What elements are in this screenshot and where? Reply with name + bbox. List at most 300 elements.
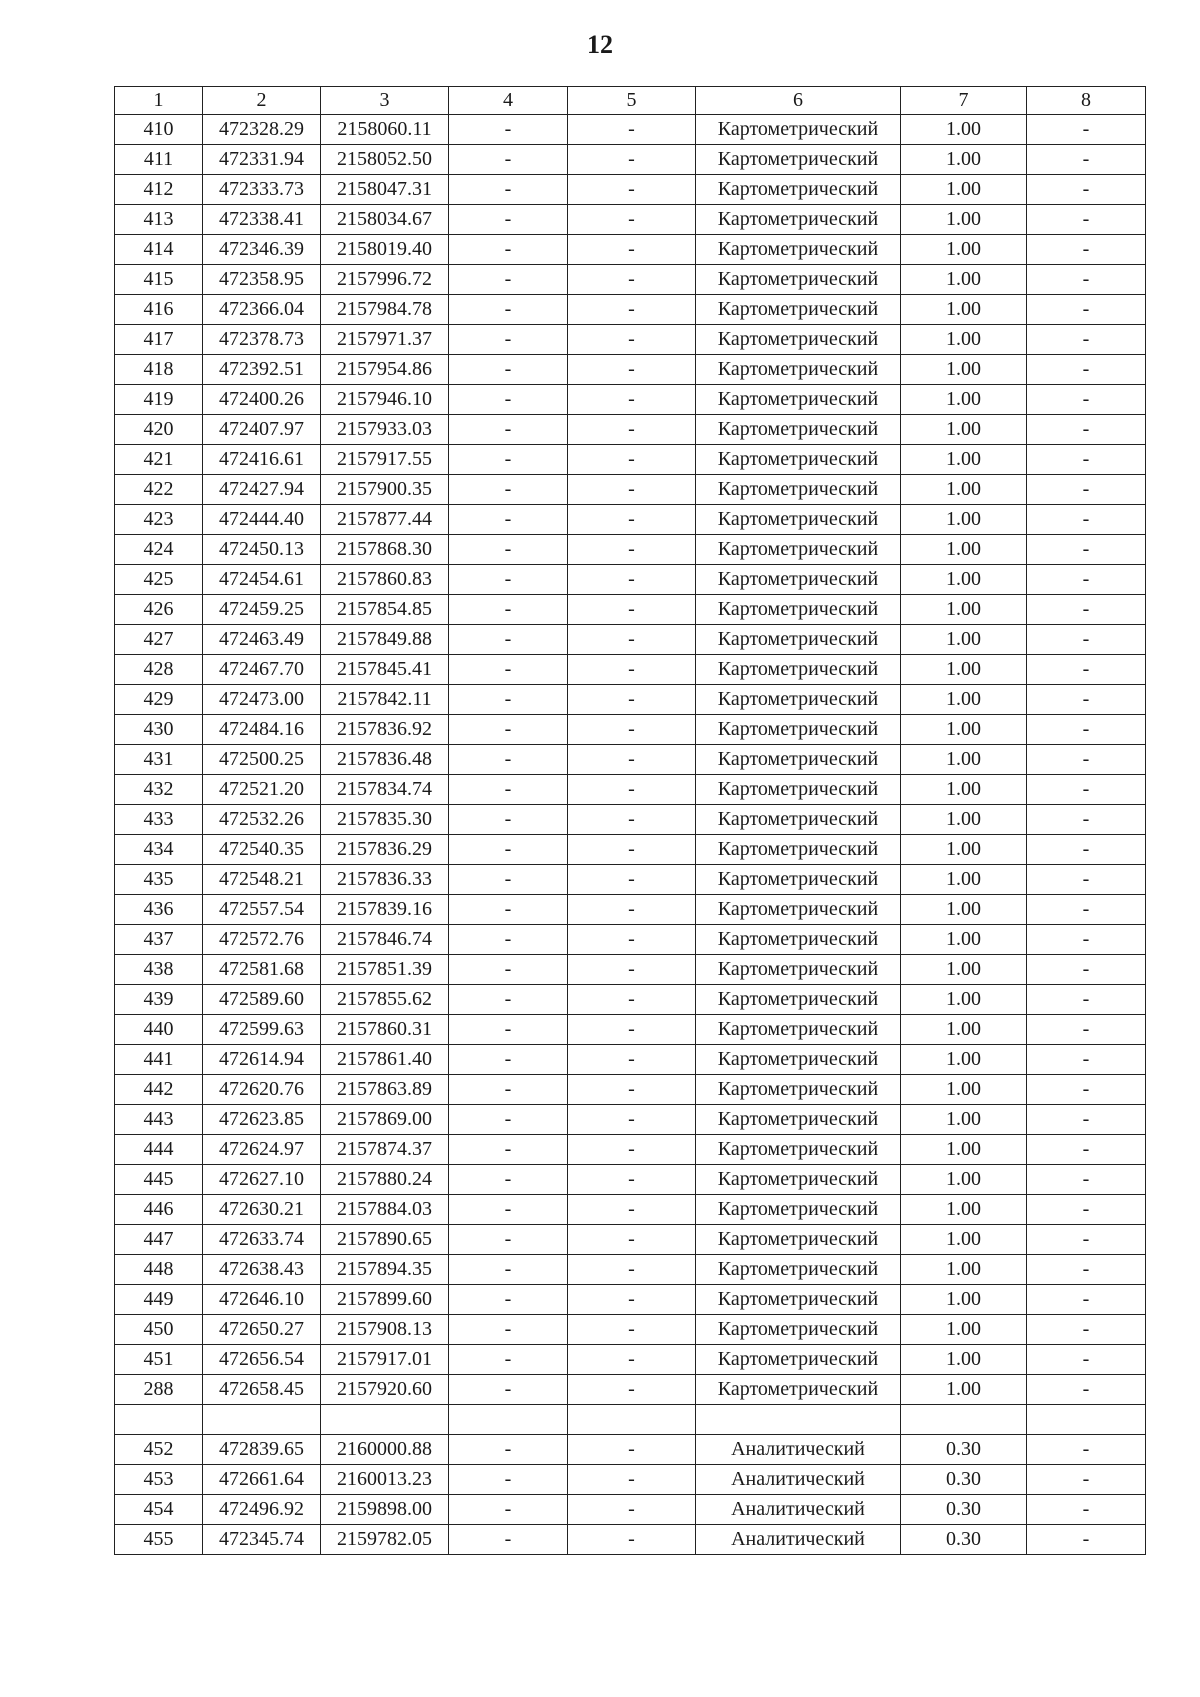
table-row bbox=[115, 1495, 1146, 1525]
table-cell: - bbox=[449, 1225, 568, 1255]
table-cell: 2157920.60 bbox=[321, 1375, 449, 1405]
table-cell: - bbox=[1027, 1525, 1146, 1555]
table-cell: - bbox=[449, 1165, 568, 1195]
table-cell: Картометрический bbox=[696, 295, 901, 325]
table-cell bbox=[203, 1405, 321, 1435]
table-cell: 2157861.40 bbox=[321, 1045, 449, 1075]
table-cell: 2157834.74 bbox=[321, 775, 449, 805]
table-cell: 450 bbox=[115, 1315, 203, 1345]
table-cell bbox=[449, 1405, 568, 1435]
table-cell: - bbox=[449, 265, 568, 295]
table-row bbox=[115, 1465, 1146, 1495]
table-cell: - bbox=[1027, 235, 1146, 265]
table-cell: 417 bbox=[115, 325, 203, 355]
table-cell: 2157996.72 bbox=[321, 265, 449, 295]
table-cell: - bbox=[568, 295, 696, 325]
table-cell: 2157868.30 bbox=[321, 535, 449, 565]
table-cell: Картометрический bbox=[696, 475, 901, 505]
table-cell: Картометрический bbox=[696, 1165, 901, 1195]
table-cell: 443 bbox=[115, 1105, 203, 1135]
table-cell: - bbox=[568, 775, 696, 805]
table-cell: 472650.27 bbox=[203, 1315, 321, 1345]
table-cell: - bbox=[449, 145, 568, 175]
table-cell: 2157836.92 bbox=[321, 715, 449, 745]
table-cell: 2157954.86 bbox=[321, 355, 449, 385]
table-cell: 421 bbox=[115, 445, 203, 475]
table-cell: 472346.39 bbox=[203, 235, 321, 265]
table-cell: 1.00 bbox=[901, 355, 1027, 385]
table-cell: 1.00 bbox=[901, 955, 1027, 985]
table-cell: 472496.92 bbox=[203, 1495, 321, 1525]
table-row bbox=[115, 265, 1146, 295]
table-cell: Картометрический bbox=[696, 415, 901, 445]
table-cell: 2157946.10 bbox=[321, 385, 449, 415]
table-cell: 427 bbox=[115, 625, 203, 655]
table-cell: - bbox=[1027, 325, 1146, 355]
table-cell: Картометрический bbox=[696, 805, 901, 835]
table-cell: 1.00 bbox=[901, 1195, 1027, 1225]
table-cell: - bbox=[1027, 985, 1146, 1015]
table-cell: - bbox=[568, 1015, 696, 1045]
table-row bbox=[115, 1225, 1146, 1255]
table-cell: - bbox=[1027, 685, 1146, 715]
table-cell: Картометрический bbox=[696, 985, 901, 1015]
table-cell: 2158034.67 bbox=[321, 205, 449, 235]
table-cell: 2157890.65 bbox=[321, 1225, 449, 1255]
table-row bbox=[115, 355, 1146, 385]
table-cell: 0.30 bbox=[901, 1435, 1027, 1465]
table-cell: Картометрический bbox=[696, 715, 901, 745]
table-cell: 1.00 bbox=[901, 685, 1027, 715]
table-cell: - bbox=[449, 625, 568, 655]
table-cell: - bbox=[449, 805, 568, 835]
table-cell: 2157874.37 bbox=[321, 1135, 449, 1165]
table-cell: - bbox=[1027, 565, 1146, 595]
table-cell: - bbox=[568, 1075, 696, 1105]
table-cell: - bbox=[449, 1105, 568, 1135]
table-cell: 1.00 bbox=[901, 595, 1027, 625]
table-cell: 1.00 bbox=[901, 1285, 1027, 1315]
table-cell: - bbox=[449, 835, 568, 865]
table-cell: 1.00 bbox=[901, 1165, 1027, 1195]
table-cell: Аналитический bbox=[696, 1525, 901, 1555]
table-row bbox=[115, 1195, 1146, 1225]
table-cell: - bbox=[1027, 1015, 1146, 1045]
table-row bbox=[115, 235, 1146, 265]
table-cell: - bbox=[449, 205, 568, 235]
table-cell: - bbox=[449, 505, 568, 535]
table-row bbox=[115, 1075, 1146, 1105]
column-header: 3 bbox=[321, 87, 449, 115]
table-cell: 2158060.11 bbox=[321, 115, 449, 145]
table-cell: 472500.25 bbox=[203, 745, 321, 775]
table-cell: Картометрический bbox=[696, 1135, 901, 1165]
table-cell: - bbox=[568, 655, 696, 685]
table-cell: - bbox=[568, 1525, 696, 1555]
table-cell: - bbox=[568, 475, 696, 505]
table-cell: - bbox=[1027, 415, 1146, 445]
table-cell: 415 bbox=[115, 265, 203, 295]
table-cell: - bbox=[568, 955, 696, 985]
table-cell: 1.00 bbox=[901, 625, 1027, 655]
table-cell: - bbox=[1027, 1105, 1146, 1135]
table-row bbox=[115, 385, 1146, 415]
table-row bbox=[115, 205, 1146, 235]
table-cell: 472620.76 bbox=[203, 1075, 321, 1105]
table-cell: 472463.49 bbox=[203, 625, 321, 655]
table-cell: 472839.65 bbox=[203, 1435, 321, 1465]
table-cell: - bbox=[449, 1465, 568, 1495]
table-cell: 2158047.31 bbox=[321, 175, 449, 205]
table-cell: - bbox=[568, 1255, 696, 1285]
table-cell: 419 bbox=[115, 385, 203, 415]
table-cell: - bbox=[568, 205, 696, 235]
table-row bbox=[115, 925, 1146, 955]
table-row bbox=[115, 895, 1146, 925]
table-cell: 1.00 bbox=[901, 1075, 1027, 1105]
table-cell: 1.00 bbox=[901, 745, 1027, 775]
table-cell: 423 bbox=[115, 505, 203, 535]
table-cell: - bbox=[449, 1135, 568, 1165]
page-number: 12 bbox=[587, 30, 613, 59]
table-cell: 437 bbox=[115, 925, 203, 955]
table-cell: 438 bbox=[115, 955, 203, 985]
table-cell: Картометрический bbox=[696, 355, 901, 385]
table-cell: 472599.63 bbox=[203, 1015, 321, 1045]
table-row bbox=[115, 1285, 1146, 1315]
table-cell: 416 bbox=[115, 295, 203, 325]
table-cell: 472646.10 bbox=[203, 1285, 321, 1315]
table-cell: Картометрический bbox=[696, 685, 901, 715]
table-cell: Картометрический bbox=[696, 505, 901, 535]
table-cell: 1.00 bbox=[901, 325, 1027, 355]
table-cell: - bbox=[449, 1075, 568, 1105]
table-cell: - bbox=[449, 895, 568, 925]
column-header: 2 bbox=[203, 87, 321, 115]
table-cell: - bbox=[568, 385, 696, 415]
table-cell: - bbox=[1027, 955, 1146, 985]
table-cell: 472366.04 bbox=[203, 295, 321, 325]
table-cell: - bbox=[449, 1525, 568, 1555]
table-cell: - bbox=[449, 355, 568, 385]
table-cell: - bbox=[568, 745, 696, 775]
table-cell: Картометрический bbox=[696, 1195, 901, 1225]
table-cell: - bbox=[449, 535, 568, 565]
table-cell: - bbox=[449, 325, 568, 355]
table-cell: - bbox=[1027, 475, 1146, 505]
table-cell: - bbox=[449, 985, 568, 1015]
table-cell: 1.00 bbox=[901, 1225, 1027, 1255]
table-row bbox=[115, 145, 1146, 175]
table-cell: - bbox=[449, 445, 568, 475]
table-cell: 472532.26 bbox=[203, 805, 321, 835]
table-cell: - bbox=[449, 1255, 568, 1285]
table-row bbox=[115, 565, 1146, 595]
table-cell: - bbox=[449, 595, 568, 625]
table-cell: Картометрический bbox=[696, 1105, 901, 1135]
table-row bbox=[115, 1345, 1146, 1375]
table-cell: - bbox=[568, 1285, 696, 1315]
table-cell: 1.00 bbox=[901, 235, 1027, 265]
table-cell: 433 bbox=[115, 805, 203, 835]
table-cell: - bbox=[1027, 1135, 1146, 1165]
table-cell: 2157854.85 bbox=[321, 595, 449, 625]
table-cell: - bbox=[1027, 355, 1146, 385]
table-cell: - bbox=[568, 625, 696, 655]
column-header: 6 bbox=[696, 87, 901, 115]
table-cell: 412 bbox=[115, 175, 203, 205]
table-cell: 1.00 bbox=[901, 1375, 1027, 1405]
table-cell: Картометрический bbox=[696, 1345, 901, 1375]
coordinates-table bbox=[114, 86, 1146, 1555]
table-cell: 448 bbox=[115, 1255, 203, 1285]
table-cell: - bbox=[568, 1375, 696, 1405]
table-cell: - bbox=[568, 835, 696, 865]
table-cell: 1.00 bbox=[901, 835, 1027, 865]
table-cell: 472416.61 bbox=[203, 445, 321, 475]
table-cell: - bbox=[1027, 1225, 1146, 1255]
table-cell: 1.00 bbox=[901, 475, 1027, 505]
table-cell: 2160013.23 bbox=[321, 1465, 449, 1495]
table-cell: - bbox=[449, 1285, 568, 1315]
table-row bbox=[115, 655, 1146, 685]
table-cell: - bbox=[1027, 895, 1146, 925]
table-cell: 472572.76 bbox=[203, 925, 321, 955]
table-cell: - bbox=[449, 1495, 568, 1525]
table-cell: 1.00 bbox=[901, 505, 1027, 535]
table-cell: 453 bbox=[115, 1465, 203, 1495]
table-cell: Картометрический bbox=[696, 1285, 901, 1315]
table-cell: Картометрический bbox=[696, 175, 901, 205]
table-cell: 1.00 bbox=[901, 205, 1027, 235]
table-cell: - bbox=[1027, 265, 1146, 295]
table-row bbox=[115, 835, 1146, 865]
table-row bbox=[115, 445, 1146, 475]
table-row bbox=[115, 1525, 1146, 1555]
table-cell: 410 bbox=[115, 115, 203, 145]
table-row bbox=[115, 625, 1146, 655]
table-cell: 2157851.39 bbox=[321, 955, 449, 985]
table-cell: - bbox=[449, 685, 568, 715]
table-cell: 1.00 bbox=[901, 445, 1027, 475]
table-cell: - bbox=[568, 535, 696, 565]
table-cell: Картометрический bbox=[696, 1375, 901, 1405]
table-cell: 472467.70 bbox=[203, 655, 321, 685]
table-cell: - bbox=[449, 1045, 568, 1075]
table-cell bbox=[696, 1405, 901, 1435]
table-row bbox=[115, 685, 1146, 715]
table-cell: - bbox=[568, 1435, 696, 1465]
table-row bbox=[115, 805, 1146, 835]
table-cell: 472444.40 bbox=[203, 505, 321, 535]
column-header: 1 bbox=[115, 87, 203, 115]
table-cell: Картометрический bbox=[696, 1045, 901, 1075]
table-cell: 1.00 bbox=[901, 115, 1027, 145]
table-cell: 1.00 bbox=[901, 985, 1027, 1015]
table-cell: - bbox=[568, 1465, 696, 1495]
table-cell: 428 bbox=[115, 655, 203, 685]
table-cell: Картометрический bbox=[696, 955, 901, 985]
table-cell: Картометрический bbox=[696, 895, 901, 925]
table-cell: - bbox=[568, 505, 696, 535]
table-cell: 449 bbox=[115, 1285, 203, 1315]
table-row bbox=[115, 955, 1146, 985]
table-cell: 2159782.05 bbox=[321, 1525, 449, 1555]
table-cell: - bbox=[449, 715, 568, 745]
table-row bbox=[115, 1015, 1146, 1045]
table-cell: 442 bbox=[115, 1075, 203, 1105]
table-row bbox=[115, 295, 1146, 325]
table-cell: 472638.43 bbox=[203, 1255, 321, 1285]
table-cell: - bbox=[568, 985, 696, 1015]
table-cell: 0.30 bbox=[901, 1495, 1027, 1525]
table-cell: 436 bbox=[115, 895, 203, 925]
table-cell: - bbox=[1027, 535, 1146, 565]
table-cell: 472661.64 bbox=[203, 1465, 321, 1495]
table-cell: 420 bbox=[115, 415, 203, 445]
table-cell: - bbox=[1027, 1345, 1146, 1375]
table-row bbox=[115, 1435, 1146, 1465]
table-cell: 2157984.78 bbox=[321, 295, 449, 325]
table-cell: 472630.21 bbox=[203, 1195, 321, 1225]
table-cell: 2157877.44 bbox=[321, 505, 449, 535]
table-cell: - bbox=[1027, 145, 1146, 175]
table-cell: 431 bbox=[115, 745, 203, 775]
table-cell: 1.00 bbox=[901, 895, 1027, 925]
table-cell bbox=[901, 1405, 1027, 1435]
table-cell: 1.00 bbox=[901, 565, 1027, 595]
table-row bbox=[115, 1315, 1146, 1345]
table-row bbox=[115, 1405, 1146, 1435]
table-cell: - bbox=[1027, 1195, 1146, 1225]
table-cell bbox=[321, 1405, 449, 1435]
table-cell: 435 bbox=[115, 865, 203, 895]
table-cell: Картометрический bbox=[696, 925, 901, 955]
table-cell: 472473.00 bbox=[203, 685, 321, 715]
table-cell: 1.00 bbox=[901, 715, 1027, 745]
table-cell: 454 bbox=[115, 1495, 203, 1525]
table-row bbox=[115, 1105, 1146, 1135]
table-cell: 2157849.88 bbox=[321, 625, 449, 655]
table-row bbox=[115, 1375, 1146, 1405]
table-cell: - bbox=[449, 925, 568, 955]
table-cell: - bbox=[568, 685, 696, 715]
table-cell: - bbox=[1027, 715, 1146, 745]
table-row bbox=[115, 325, 1146, 355]
table-row bbox=[115, 595, 1146, 625]
table-cell: 2157894.35 bbox=[321, 1255, 449, 1285]
table-cell: Картометрический bbox=[696, 565, 901, 595]
table-cell: 472589.60 bbox=[203, 985, 321, 1015]
table-cell: Картометрический bbox=[696, 325, 901, 355]
table-cell: - bbox=[568, 1105, 696, 1135]
table-cell: Аналитический bbox=[696, 1465, 901, 1495]
table-cell: - bbox=[449, 175, 568, 205]
table-cell: 472658.45 bbox=[203, 1375, 321, 1405]
table-cell: 455 bbox=[115, 1525, 203, 1555]
table-cell: - bbox=[568, 1495, 696, 1525]
table-row bbox=[115, 115, 1146, 145]
table-cell: 472624.97 bbox=[203, 1135, 321, 1165]
table-cell: 1.00 bbox=[901, 655, 1027, 685]
table-cell: Картометрический bbox=[696, 745, 901, 775]
table-cell: - bbox=[568, 1045, 696, 1075]
table-cell: 425 bbox=[115, 565, 203, 595]
table-row bbox=[115, 1135, 1146, 1165]
table-cell: 2157839.16 bbox=[321, 895, 449, 925]
table-cell bbox=[568, 1405, 696, 1435]
table-cell: - bbox=[449, 865, 568, 895]
table-cell: 0.30 bbox=[901, 1465, 1027, 1495]
column-header: 4 bbox=[449, 87, 568, 115]
table-cell: 472331.94 bbox=[203, 145, 321, 175]
table-cell: 424 bbox=[115, 535, 203, 565]
table-cell: - bbox=[449, 1015, 568, 1045]
table-cell: - bbox=[568, 715, 696, 745]
table-cell: - bbox=[1027, 205, 1146, 235]
table-cell: 418 bbox=[115, 355, 203, 385]
table-cell: - bbox=[568, 355, 696, 385]
table-cell: Аналитический bbox=[696, 1435, 901, 1465]
table-cell: 429 bbox=[115, 685, 203, 715]
table-row bbox=[115, 865, 1146, 895]
table-cell: 1.00 bbox=[901, 1015, 1027, 1045]
table-cell: - bbox=[449, 1435, 568, 1465]
table-cell: 452 bbox=[115, 1435, 203, 1465]
table-cell: 441 bbox=[115, 1045, 203, 1075]
table-cell: 1.00 bbox=[901, 925, 1027, 955]
table-cell: 472656.54 bbox=[203, 1345, 321, 1375]
table-cell: 432 bbox=[115, 775, 203, 805]
table-row bbox=[115, 775, 1146, 805]
table-cell: Картометрический bbox=[696, 145, 901, 175]
table-cell: 472459.25 bbox=[203, 595, 321, 625]
table-cell: 2157842.11 bbox=[321, 685, 449, 715]
table-cell: - bbox=[568, 565, 696, 595]
table-cell: Картометрический bbox=[696, 625, 901, 655]
table-cell: - bbox=[1027, 1075, 1146, 1105]
table-cell: 472623.85 bbox=[203, 1105, 321, 1135]
table-cell: Картометрический bbox=[696, 235, 901, 265]
table-cell: 472540.35 bbox=[203, 835, 321, 865]
table-cell: 422 bbox=[115, 475, 203, 505]
table-cell: 2157846.74 bbox=[321, 925, 449, 955]
table-cell: - bbox=[1027, 865, 1146, 895]
table-cell: Картометрический bbox=[696, 265, 901, 295]
table-row bbox=[115, 745, 1146, 775]
table-cell: 1.00 bbox=[901, 415, 1027, 445]
table-cell bbox=[115, 1405, 203, 1435]
table-cell: - bbox=[1027, 655, 1146, 685]
table-cell: Картометрический bbox=[696, 865, 901, 895]
table-cell: 1.00 bbox=[901, 535, 1027, 565]
table-cell: 472400.26 bbox=[203, 385, 321, 415]
table-cell: 472378.73 bbox=[203, 325, 321, 355]
table-cell: 1.00 bbox=[901, 1105, 1027, 1135]
table-cell: - bbox=[449, 745, 568, 775]
table-cell: Картометрический bbox=[696, 115, 901, 145]
table-cell: 472333.73 bbox=[203, 175, 321, 205]
table-cell: 472345.74 bbox=[203, 1525, 321, 1555]
table-cell: - bbox=[1027, 1435, 1146, 1465]
table-cell: 472614.94 bbox=[203, 1045, 321, 1075]
table-cell: - bbox=[449, 1345, 568, 1375]
table-cell: 472454.61 bbox=[203, 565, 321, 595]
table-cell: 414 bbox=[115, 235, 203, 265]
table-cell: 446 bbox=[115, 1195, 203, 1225]
table-cell: - bbox=[449, 1315, 568, 1345]
table-cell: 1.00 bbox=[901, 175, 1027, 205]
